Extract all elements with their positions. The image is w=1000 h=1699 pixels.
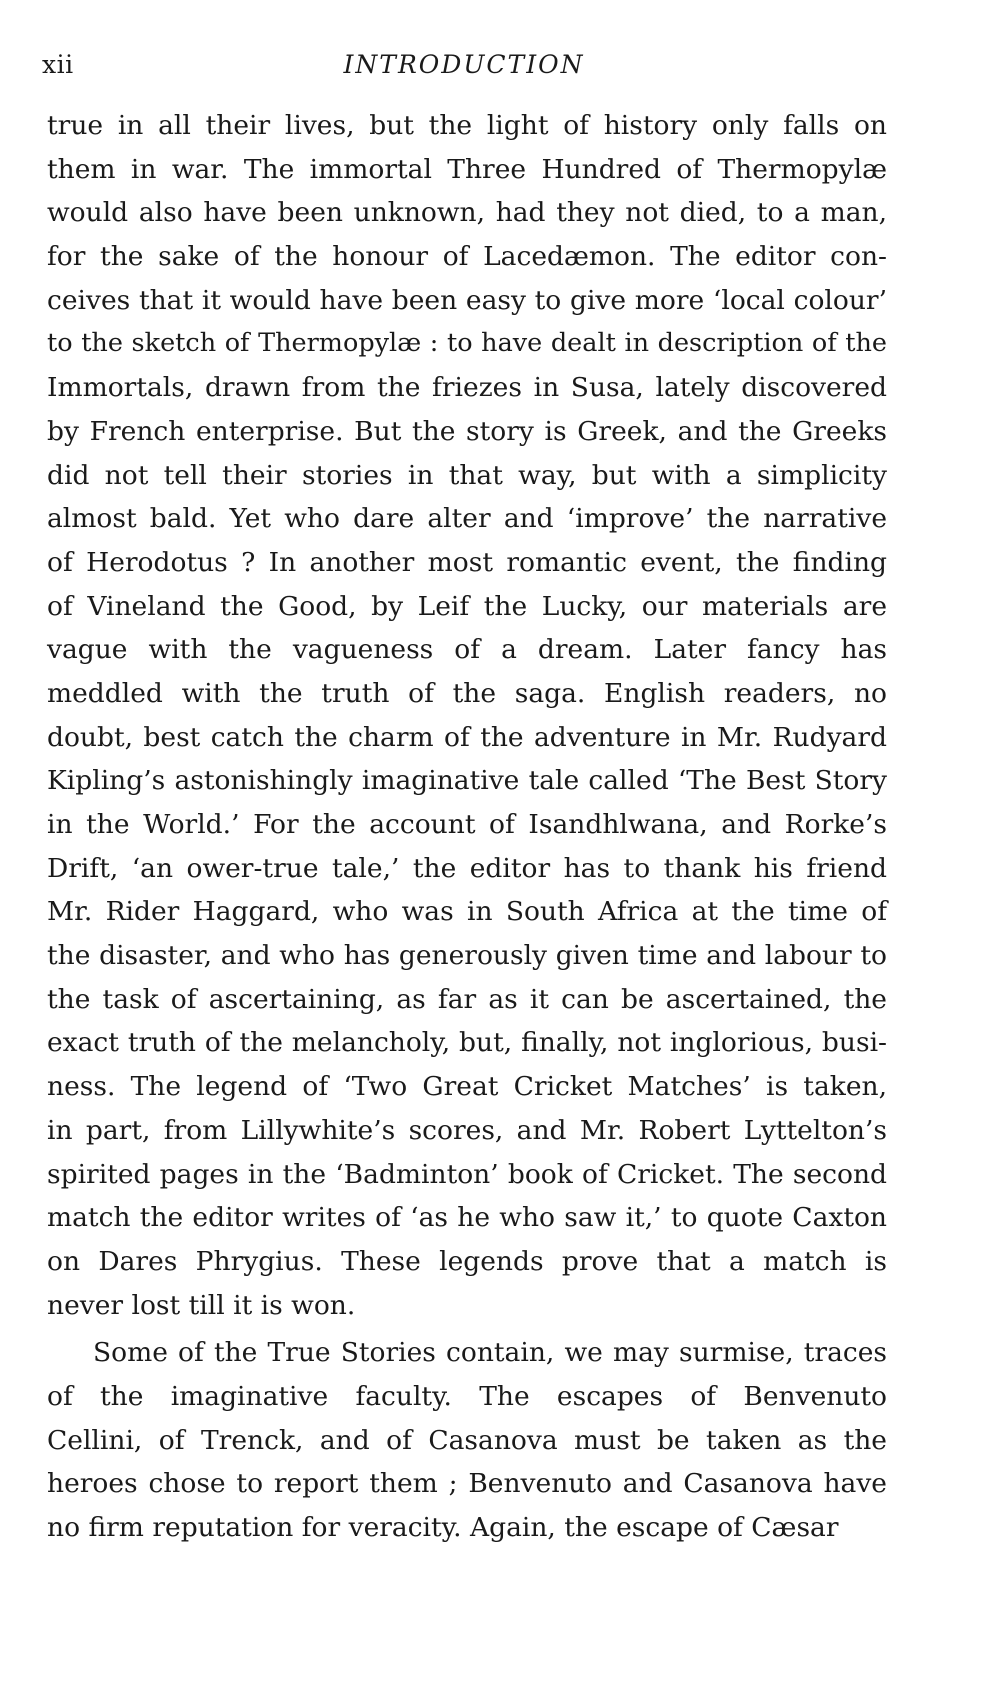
text-line: for the sake of the honour of Lacedæmon. The editor con- bbox=[47, 241, 887, 273]
text-line: the disaster, and who has generously given time and labour to bbox=[47, 940, 887, 972]
running-head bbox=[42, 50, 886, 90]
text-line: to the sketch of Thermopylæ : to have dealt in description of the bbox=[47, 328, 887, 359]
text-line: almost bald. Yet who dare alter and ‘improve’ the narrative bbox=[47, 503, 887, 535]
page-number: xii bbox=[42, 50, 74, 79]
text-line: in the World.’ For the account of Isandhlwana, and Rorke’s bbox=[47, 809, 887, 840]
text-line: heroes chose to report them ; Benvenuto and Casanova have bbox=[47, 1468, 887, 1500]
text-line: never lost till it is won. bbox=[47, 1289, 356, 1321]
text-line: Mr. Rider Haggard, who was in South Africa at the time of bbox=[47, 896, 887, 928]
paragraph bbox=[47, 1331, 887, 1549]
text-line: match the editor writes of ‘as he who saw it,’ to quote Caxton bbox=[47, 1202, 887, 1234]
text-line: ceives that it would have been easy to give more ‘local colour’ bbox=[47, 284, 887, 316]
text-line: no firm reputation for veracity. Again, the escape of Cæsar bbox=[47, 1512, 839, 1543]
body-text bbox=[47, 104, 887, 1550]
text-line: did not tell their stories in that way, but with a simplicity bbox=[47, 459, 887, 491]
text-line: spirited pages in the ‘Badminton’ book of Cricket. The second bbox=[47, 1158, 887, 1190]
text-line: the task of ascertaining, as far as it can be ascertained, the bbox=[47, 983, 887, 1015]
text-line: Immortals, drawn from the friezes in Susa, lately discovered bbox=[47, 372, 887, 404]
text-line: on Dares Phrygius. These legends prove that a match is bbox=[47, 1245, 887, 1277]
text-line: doubt, best catch the charm of the adventure in Mr. Rudyard bbox=[47, 721, 887, 753]
text-line: of the imaginative faculty. The escapes of Benvenuto bbox=[47, 1380, 887, 1412]
text-line: of Vineland the Good, by Leif the Lucky, our materials are bbox=[47, 590, 887, 622]
text-line: vague with the vagueness of a dream. Later fancy has bbox=[47, 634, 887, 666]
text-line: meddled with the truth of the saga. English readers, no bbox=[47, 677, 887, 709]
text-line: them in war. The immortal Three Hundred of Thermopylæ bbox=[47, 153, 887, 185]
paragraph bbox=[47, 104, 887, 1327]
text-line: Kipling’s astonishingly imaginative tale called ‘The Best Story bbox=[47, 765, 887, 797]
text-line: exact truth of the melancholy, but, finally, not inglorious, busi- bbox=[47, 1027, 887, 1059]
text-line: true in all their lives, but the light of history only falls on bbox=[47, 110, 887, 141]
text-line: by French enterprise. But the story is Greek, and the Greeks bbox=[47, 415, 887, 447]
text-line: would also have been unknown, had they not died, to a man, bbox=[47, 197, 887, 229]
text-line: in part, from Lillywhite’s scores, and Mr. Robert Lyttelton’s bbox=[47, 1114, 887, 1146]
text-line: of Herodotus ? In another most romantic event, the finding bbox=[47, 546, 887, 578]
text-line: ness. The legend of ‘Two Great Cricket Matches’ is taken, bbox=[47, 1071, 887, 1103]
text-line: Drift, ‘an ower-true tale,’ the editor has to thank his friend bbox=[47, 852, 887, 884]
section-title: INTRODUCTION bbox=[343, 50, 585, 79]
text-line: Some of the True Stories contain, we may surmise, traces bbox=[93, 1337, 887, 1369]
text-line: Cellini, of Trenck, and of Casanova must be taken as the bbox=[47, 1424, 887, 1456]
